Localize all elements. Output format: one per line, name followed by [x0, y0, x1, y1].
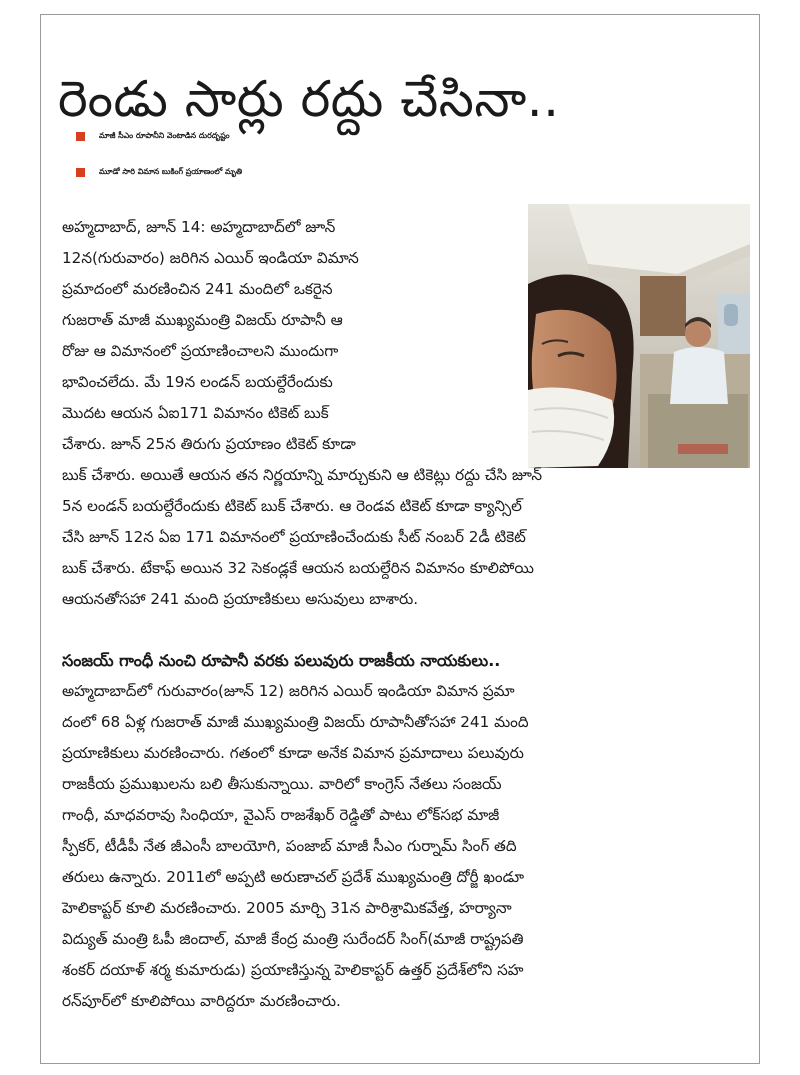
text-line: గాంధీ, మాధవరావు సింధియా, వైఎస్ రాజశేఖర్ రెడ్డితో పాటు లోక్‌సభ మాజీ	[62, 806, 500, 824]
bullet-square-icon	[76, 132, 85, 141]
paragraph-1	[62, 212, 359, 460]
text-line: భావించలేదు. మే 19న లండన్ బయల్దేరేందుకు	[62, 373, 333, 391]
bullet-text: మాజీ సీఎం రూపానీని వెంటాడిన దురదృష్టం	[99, 130, 230, 140]
text-line: బుక్ చేశారు. అయితే ఆయన తన నిర్ణయాన్ని మార్చుకుని ఆ టికెట్లు రద్దు చేసి జూన్	[62, 466, 542, 484]
text-line: చేసి జూన్ 12న ఏఐ 171 విమానంలో ప్రయాణించేందుకు సీట్ నంబర్ 2డీ టికెట్	[62, 528, 526, 546]
text-line: తరులు ఉన్నారు. 2011లో అప్పటి అరుణాచల్ ప్రదేశ్ ముఖ్యమంత్రి దోర్జీ ఖండూ	[62, 868, 524, 886]
bullet-item	[76, 154, 756, 190]
subheading: సంజయ్ గాంధీ నుంచి రూపానీ వరకు పలువురు రాజకీయ నాయకులు..	[62, 651, 501, 670]
bullet-text: మూడో సారి విమాన బుకింగ్ ప్రయాణంలో మృతి	[99, 166, 243, 176]
text-line: దంలో 68 ఏళ్ల గుజరాత్ మాజీ ముఖ్యమంత్రి విజయ్ రూపానీతోసహా 241 మంది	[62, 713, 529, 731]
bullet-item	[76, 118, 756, 154]
text-line: ప్రయాణికులు మరణించారు. గతంలో కూడా అనేక విమాన ప్రమాదాలు పలువురు	[62, 744, 524, 762]
text-line: రాజకీయ ప్రముఖులను బలి తీసుకున్నాయి. వారిలో కాంగ్రెస్ నేతలు సంజయ్	[62, 775, 502, 793]
text-line: హెలికాప్టర్ కూలి మరణించారు. 2005 మార్చి 31న పారిశ్రామికవేత్త, హర్యానా	[62, 899, 512, 917]
news-photo	[528, 204, 750, 468]
text-line: బుక్ చేశారు. టేకాఫ్ అయిన 32 సెకండ్లకే ఆయన బయల్దేరిన విమానం కూలిపోయి	[62, 559, 534, 577]
text-line: విద్యుత్ మంత్రి ఓపీ జిందాల్, మాజీ కేంద్ర మంత్రి సురేందర్ సింగ్(మాజీ రాష్ట్రపతి	[62, 930, 524, 948]
photo-selfie-in-airplane-cabin	[528, 204, 750, 468]
text-line: రన్‌పూర్‌లో కూలిపోయి వారిద్దరూ మరణించారు.	[62, 992, 341, 1010]
text-line: అహ్మదాబాద్‌లో గురువారం(జూన్ 12) జరిగిన ఎయిర్ ఇండియా విమాన ప్రమా	[62, 682, 515, 700]
text-line: ఆయనతోసహా 241 మంది ప్రయాణికులు అసువులు బాశారు.	[62, 590, 419, 608]
bullet-square-icon	[76, 168, 85, 177]
paragraph-2	[62, 460, 542, 615]
paragraph-3	[62, 676, 529, 1017]
bullet-list	[76, 118, 756, 190]
headline: రెండు సార్లు రద్దు చేసినా..	[58, 69, 560, 128]
text-line: మొదట ఆయన ఏఐ171 విమానం టికెట్ బుక్	[62, 404, 329, 422]
text-line: గుజరాత్ మాజీ ముఖ్యమంత్రి విజయ్ రూపానీ ఆ	[62, 311, 343, 329]
text-line: స్పీకర్, టీడీపీ నేత జీఎంసీ బాలయోగి, పంజాబ్ మాజీ సీఎం గుర్నామ్ సింగ్ తది	[62, 837, 517, 855]
text-line: రోజు ఆ విమానంలో ప్రయాణించాలని ముందుగా	[62, 342, 339, 360]
text-line: 5న లండన్ బయల్దేరేందుకు టికెట్ బుక్ చేశారు. ఆ రెండవ టికెట్ కూడా క్యాన్సిల్	[62, 497, 522, 515]
text-line: అహ్మదాబాద్, జూన్ 14: అహ్మదాబాద్‌లో జూన్	[62, 218, 336, 236]
text-line: 12న(గురువారం) జరిగిన ఎయిర్ ఇండియా విమాన	[62, 249, 359, 267]
text-line: శంకర్ దయాళ్ శర్మ కుమారుడు) ప్రయాణిస్తున్న హెలికాప్టర్ ఉత్తర్ ప్రదేశ్‌లోని సహ	[62, 961, 524, 979]
text-line: చేశారు. జూన్ 25న తిరుగు ప్రయాణం టికెట్ కూడా	[62, 435, 356, 453]
text-line: ప్రమాదంలో మరణించిన 241 మందిలో ఒకరైన	[62, 280, 333, 298]
